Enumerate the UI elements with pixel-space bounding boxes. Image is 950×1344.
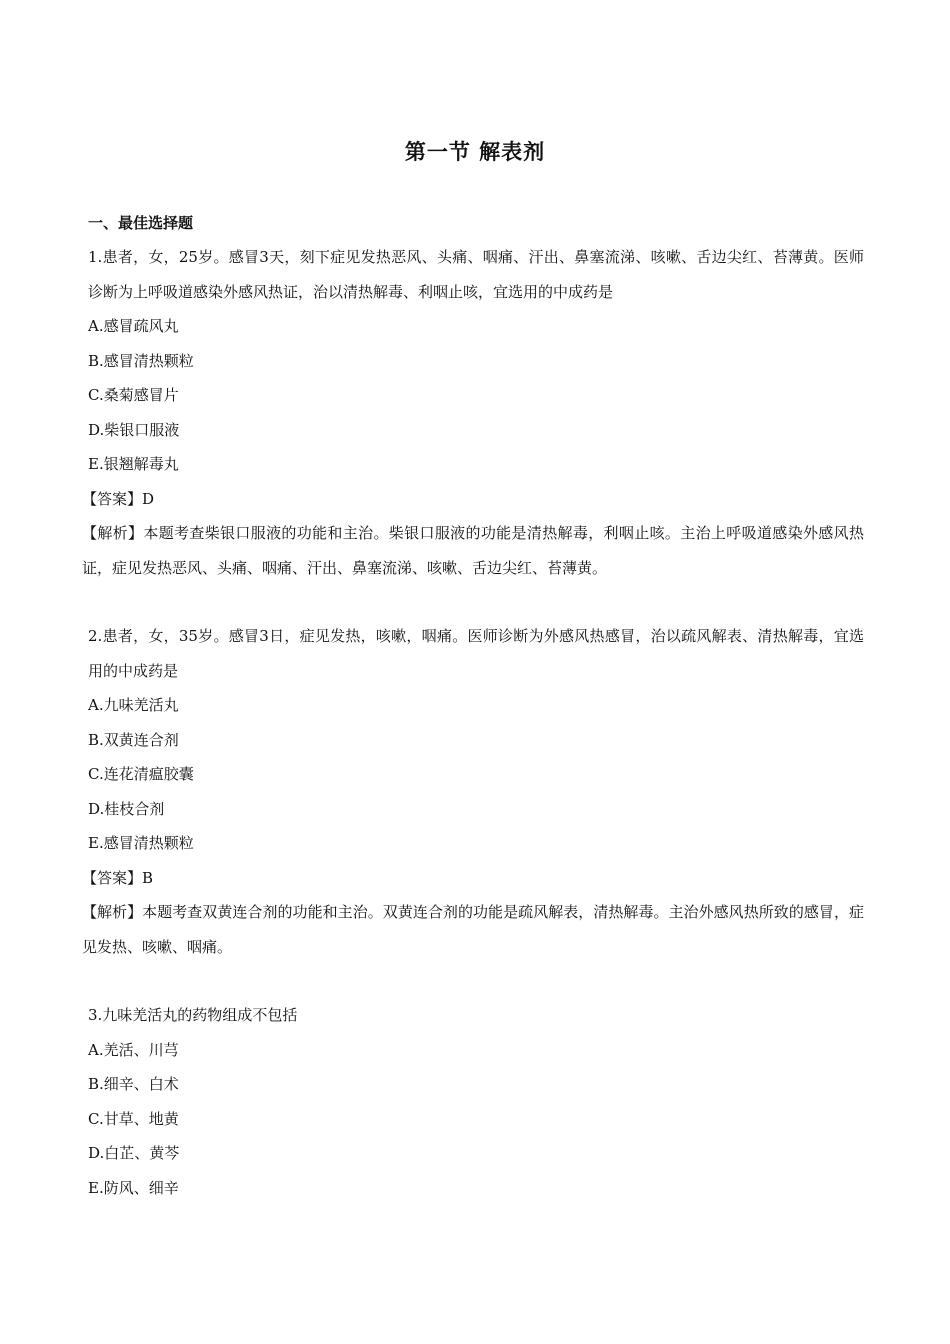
- answer-line: 【答案】B: [82, 868, 154, 887]
- option-a: A.感冒疏风丸: [88, 317, 179, 335]
- option-e: E.感冒清热颗粒: [88, 834, 194, 852]
- option-a: A.九味羌活丸: [88, 696, 179, 714]
- option-b: B.细辛、白术: [88, 1075, 179, 1093]
- option-b: B.双黄连合剂: [88, 730, 179, 749]
- explanation-text: 【解析】本题考查双黄连合剂的功能和主治。双黄连合剂的功能是疏风解表，清热解毒。主治外感风热所致的感冒，症见发热、咳嗽、咽痛。: [82, 903, 864, 956]
- answer-line: 【答案】D: [82, 489, 155, 508]
- question-stem: 1.患者，女，25岁。感冒3天，刻下症见发热恶风、头痛、咽痛、汗出、鼻塞流涕、咳嗽、舌边尖红、苔薄黄。医师诊断为上呼吸道感染外感风热证，治以清热解毒、利咽止咳，宜选用的中成药是: [88, 248, 864, 301]
- explanation-text: 【解析】本题考查柴银口服液的功能和主治。柴银口服液的功能是清热解毒，利咽止咳。主治上呼吸道感染外感风热证，症见发热恶风、头痛、咽痛、汗出、鼻塞流涕、咳嗽、舌边尖红、苔薄黄。: [82, 524, 864, 577]
- page-title: 第一节 解表剂: [404, 140, 546, 164]
- option-c: C.甘草、地黄: [88, 1109, 179, 1128]
- option-c: C.桑菊感冒片: [88, 386, 179, 404]
- option-a: A.羌活、川芎: [88, 1040, 179, 1059]
- question-1: [82, 240, 864, 585]
- section-heading: 一、最佳选择题: [88, 214, 194, 232]
- option-d: D.白芷、黄芩: [88, 1144, 180, 1162]
- spacer: [88, 585, 864, 619]
- option-e: E.防风、细辛: [88, 1178, 179, 1197]
- question-3: [88, 998, 864, 1205]
- question-stem: 3.九味羌活丸的药物组成不包括: [88, 1006, 298, 1024]
- question-2: [82, 619, 864, 964]
- option-c: C.连花清瘟胶囊: [88, 765, 194, 783]
- option-b: B.感冒清热颗粒: [88, 351, 194, 370]
- option-d: D.桂枝合剂: [88, 799, 165, 818]
- spacer: [88, 964, 864, 998]
- option-d: D.柴银口服液: [88, 420, 180, 439]
- option-e: E.银翘解毒丸: [88, 455, 179, 473]
- question-list: [82, 240, 864, 1205]
- question-stem: 2.患者，女，35岁。感冒3日，症见发热，咳嗽，咽痛。医师诊断为外感风热感冒，治以疏风解表、清热解毒，宜选用的中成药是: [88, 627, 864, 680]
